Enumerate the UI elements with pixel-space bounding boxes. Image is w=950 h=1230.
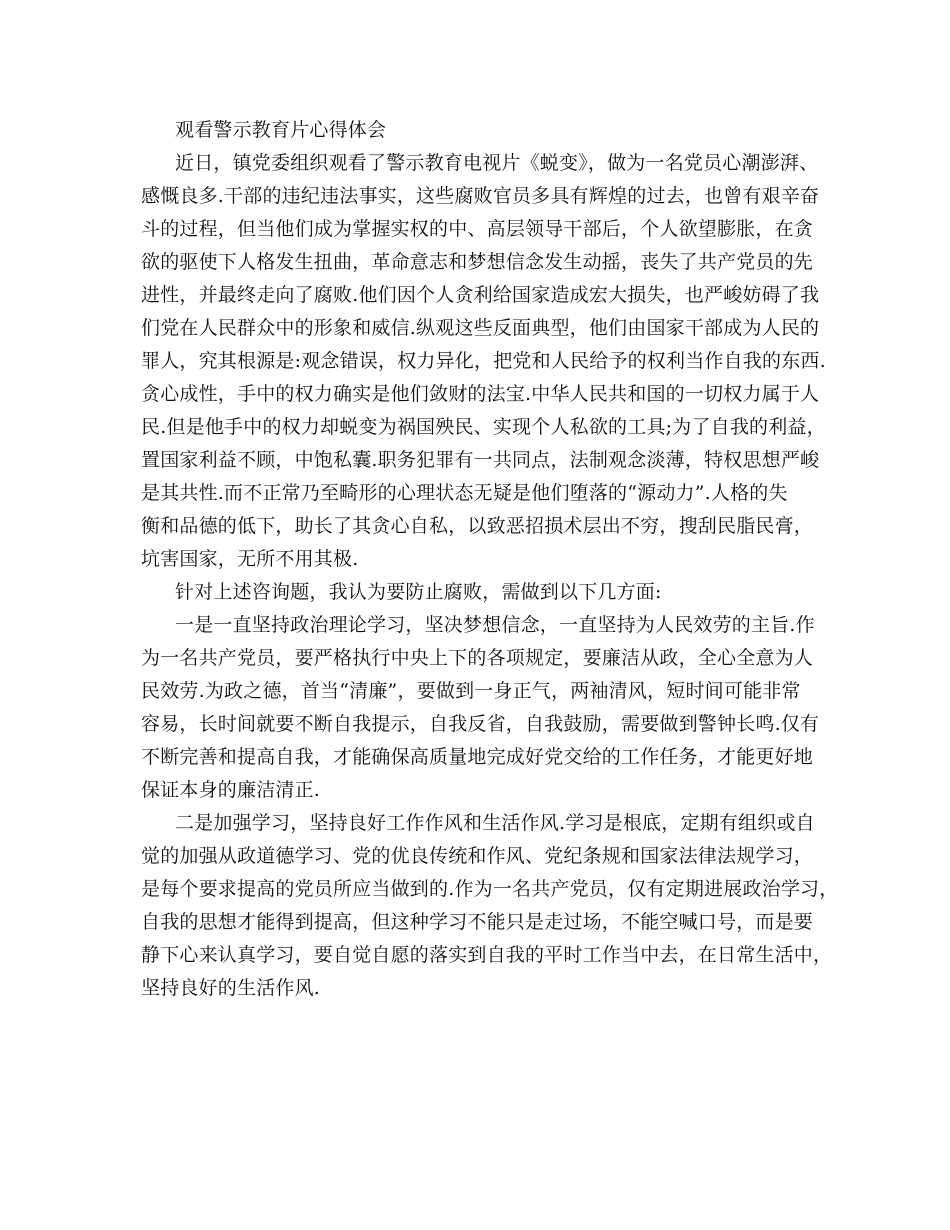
text-line: 欲的驱使下人格发生扭曲，革命意志和梦想信念发生动摇，丧失了共产党员的先 — [141, 251, 814, 273]
text-line: 近日，镇党委组织观看了警示教育电视片《蜕变》，做为一名党员心潮澎湃、 — [175, 152, 819, 174]
text-line: 自我的思想才能得到提高，但这种学习不能只是走过场，不能空喊口号，而是要 — [141, 911, 814, 933]
text-line: 民效劳.为政之德，首当“清廉”，要做到一身正气，两袖清风，短时间可能非常 — [141, 680, 801, 702]
text-line: 保证本身的廉洁清正. — [141, 779, 321, 801]
text-line: 是每个要求提高的党员所应当做到的.作为一名共产党员，仅有定期进展政治学习， — [141, 878, 839, 900]
text-line: 斗的过程，但当他们成为掌握实权的中、高层领导干部后，个人欲望膨胀，在贪 — [141, 218, 814, 240]
text-line: 容易，长时间就要不断自我提示，自我反省，自我鼓励，需要做到警钟长鸣.仅有 — [141, 713, 820, 735]
text-line: 为一名共产党员，要严格执行中央上下的各项规定，要廉洁从政，全心全意为人 — [141, 647, 814, 669]
document-body — [141, 114, 839, 1005]
text-line: 们党在人民群众中的形象和威信.纵观这些反面典型，他们由国家干部成为人民的 — [141, 317, 820, 339]
text-line: 置国家利益不顾，中饱私囊.职务犯罪有一共同点，法制观念淡薄，特权思想严峻 — [141, 449, 820, 471]
text-line: 感慨良多.干部的违纪违法事实，这些腐败官员多具有辉煌的过去，也曾有艰辛奋 — [141, 185, 820, 207]
text-line: 静下心来认真学习，要自觉自愿的落实到自我的平时工作当中去，在日常生活中， — [141, 944, 833, 966]
document-title: 观看警示教育片心得体会 — [175, 119, 387, 141]
text-line: 觉的加强从政道德学习、党的优良传统和作风、党纪条规和国家法律法规学习， — [141, 845, 814, 867]
text-line: 一是一直坚持政治理论学习，坚决梦想信念，一直坚持为人民效劳的主旨.作 — [175, 614, 815, 636]
text-line: 坑害国家，无所不用其极. — [141, 548, 359, 570]
text-line: 是其共性.而不正常乃至畸形的心理状态无疑是他们堕落的“源动力”.人格的失 — [141, 482, 788, 504]
text-line: 衡和品德的低下，助长了其贪心自私，以致恶招损术层出不穷，搜刮民脂民膏， — [141, 515, 814, 537]
text-line: 针对上述咨询题，我认为要防止腐败，需做到以下几方面: — [175, 581, 662, 603]
text-line: 贪心成性，手中的权力确实是他们敛财的法宝.中华人民共和国的一切权力属于人 — [141, 383, 820, 405]
text-line: 罪人，究其根源是:观念错误，权力异化，把党和人民给予的权利当作自我的东西. — [141, 350, 826, 372]
text-line: 民.但是他手中的权力却蜕变为祸国殃民、实现个人私欲的工具;为了自我的利益， — [141, 416, 826, 438]
text-line: 进性，并最终走向了腐败.他们因个人贪利给国家造成宏大损失，也严峻妨碍了我 — [141, 284, 820, 306]
text-line: 不断完善和提高自我，才能确保高质量地完成好党交给的工作任务，才能更好地 — [141, 746, 814, 768]
text-line: 二是加强学习，坚持良好工作作风和生活作风.学习是根底，定期有组织或自 — [175, 812, 815, 834]
text-line: 坚持良好的生活作风. — [141, 977, 321, 999]
